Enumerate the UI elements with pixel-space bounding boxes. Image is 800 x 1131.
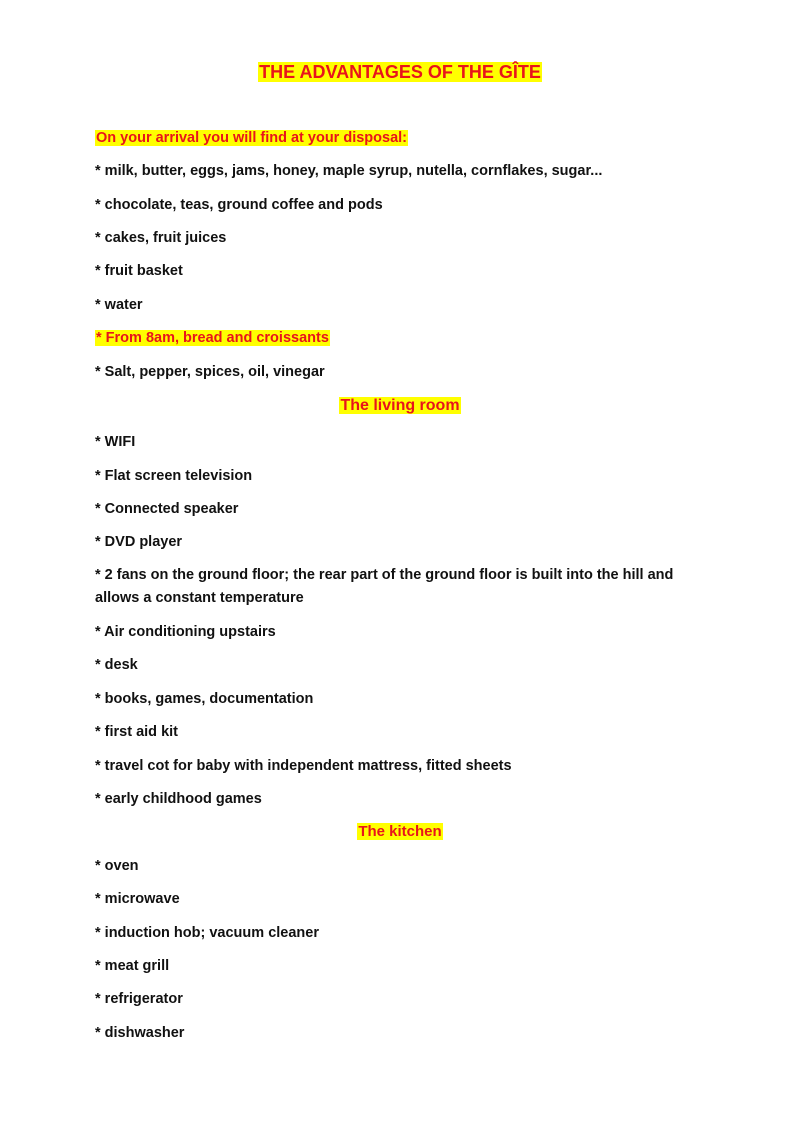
list-item: * refrigerator — [95, 991, 183, 1007]
list-item: * microwave — [95, 891, 180, 907]
list-item: * oven — [95, 858, 139, 874]
page-title — [0, 60, 800, 84]
list-item: * fruit basket — [95, 263, 183, 279]
list-item: * WIFI — [95, 434, 136, 450]
highlighted-list-item — [95, 327, 715, 349]
list-item: * Connected speaker — [95, 501, 239, 517]
list-item: * DVD player — [95, 534, 183, 550]
list-item: * Salt, pepper, spices, oil, vinegar — [95, 364, 325, 380]
section-heading-living-room — [0, 396, 800, 416]
list-item: * books, games, documentation — [95, 691, 314, 707]
list-item: * meat grill — [95, 958, 170, 974]
arrival-heading — [95, 127, 715, 149]
list-item: * desk — [95, 657, 138, 673]
highlighted-list-item-text: * From 8am, bread and croissants — [96, 330, 329, 346]
list-item: * water — [95, 297, 143, 313]
arrival-heading-text: On your arrival you will find at your disposal: — [96, 130, 407, 146]
page-title-text: THE ADVANTAGES OF THE GÎTE — [259, 62, 541, 82]
list-item: * induction hob; vacuum cleaner — [95, 925, 319, 941]
section-heading-kitchen — [0, 822, 800, 842]
list-item: * chocolate, teas, ground coffee and pods — [95, 197, 383, 213]
list-item: * first aid kit — [95, 724, 178, 740]
list-item: * dishwasher — [95, 1025, 185, 1041]
list-item: * Flat screen television — [95, 468, 253, 484]
list-item: * milk, butter, eggs, jams, honey, maple syrup, nutella, cornflakes, sugar... — [95, 163, 603, 179]
list-item: * Air conditioning upstairs — [95, 624, 276, 640]
list-item: * early childhood games — [95, 791, 262, 807]
list-item: * travel cot for baby with independent mattress, fitted sheets — [95, 758, 512, 774]
list-item: * 2 fans on the ground floor; the rear part of the ground floor is built into the hill and allows a constant temperature — [95, 567, 674, 606]
list-item: * cakes, fruit juices — [95, 230, 227, 246]
section-heading-living-room-text: The living room — [340, 397, 460, 414]
section-heading-kitchen-text: The kitchen — [358, 823, 442, 840]
